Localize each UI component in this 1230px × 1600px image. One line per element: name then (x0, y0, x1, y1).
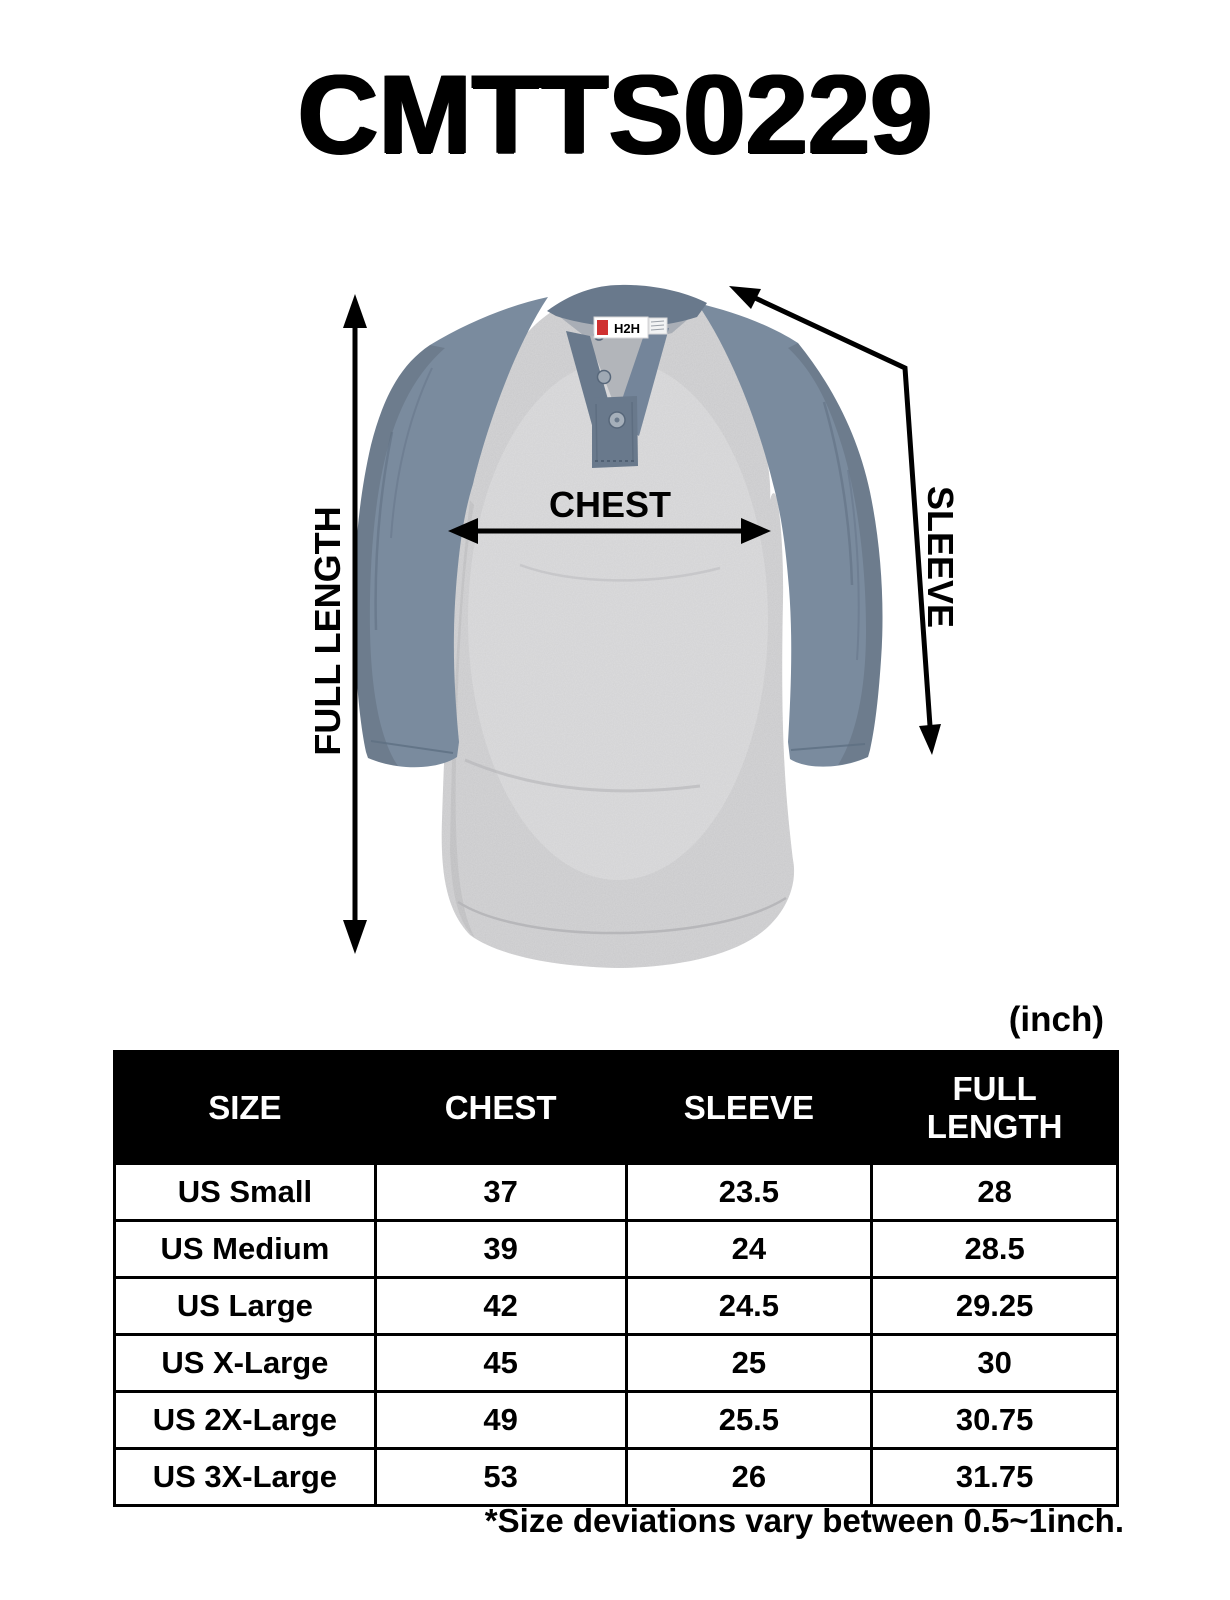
cell-size: US Small (115, 1164, 376, 1221)
cell-size: US Large (115, 1278, 376, 1335)
cell-sleeve: 26 (626, 1449, 872, 1506)
cell-chest: 53 (375, 1449, 626, 1506)
cell-sleeve: 23.5 (626, 1164, 872, 1221)
button-middle (598, 371, 611, 384)
cell-size: US X-Large (115, 1335, 376, 1392)
sleeve-label: SLEEVE (920, 485, 961, 629)
button-bottom-hole (615, 418, 620, 423)
header-row (115, 1052, 1118, 1164)
col-header-size: SIZE (115, 1052, 376, 1164)
shirt-diagram-svg (0, 240, 1230, 1010)
cell-size: US 3X-Large (115, 1449, 376, 1506)
cell-size: US Medium (115, 1221, 376, 1278)
cell-chest: 49 (375, 1392, 626, 1449)
cell-full-length: 31.75 (872, 1449, 1118, 1506)
brand-label-text: H2H (613, 321, 641, 336)
placket-stitch-right (632, 402, 633, 462)
placket-stitch-left (596, 404, 597, 462)
cell-sleeve: 24.5 (626, 1278, 872, 1335)
sleeve-arrowhead-bottom (919, 724, 941, 755)
cell-full-length: 30 (872, 1335, 1118, 1392)
cell-full-length: 29.25 (872, 1278, 1118, 1335)
placket-lower-band (592, 396, 638, 468)
table-row (115, 1221, 1118, 1278)
cell-chest: 42 (375, 1278, 626, 1335)
full-length-arrowhead-top (343, 294, 367, 328)
col-header-full-length: FULL LENGTH (872, 1052, 1118, 1164)
cell-sleeve: 24 (626, 1221, 872, 1278)
brand-logo-square (597, 320, 608, 335)
size-table-header (115, 1052, 1118, 1164)
size-table-body (115, 1164, 1118, 1506)
table-row (115, 1335, 1118, 1392)
cell-full-length: 28.5 (872, 1221, 1118, 1278)
unit-label: (inch) (1008, 1000, 1104, 1039)
table-row (115, 1278, 1118, 1335)
page-title: CMTTS0229 (297, 52, 933, 177)
full-length-label: FULL LENGTH (307, 506, 348, 756)
cell-full-length: 30.75 (872, 1392, 1118, 1449)
cell-chest: 39 (375, 1221, 626, 1278)
product-measurement-diagram (0, 240, 1230, 1010)
table-row (115, 1449, 1118, 1506)
cell-chest: 37 (375, 1164, 626, 1221)
cell-size: US 2X-Large (115, 1392, 376, 1449)
table-row (115, 1392, 1118, 1449)
cell-chest: 45 (375, 1335, 626, 1392)
cell-sleeve: 25 (626, 1335, 872, 1392)
full-length-arrowhead-bottom (343, 920, 367, 954)
sleeve-arrowhead-top (729, 286, 761, 309)
size-deviation-footnote: *Size deviations vary between 0.5~1inch. (484, 1502, 1124, 1539)
cell-sleeve: 25.5 (626, 1392, 872, 1449)
col-header-chest: CHEST (375, 1052, 626, 1164)
chest-label: CHEST (548, 484, 672, 525)
col-header-sleeve: SLEEVE (626, 1052, 872, 1164)
table-row (115, 1164, 1118, 1221)
size-table (113, 1050, 1119, 1507)
cell-full-length: 28 (872, 1164, 1118, 1221)
